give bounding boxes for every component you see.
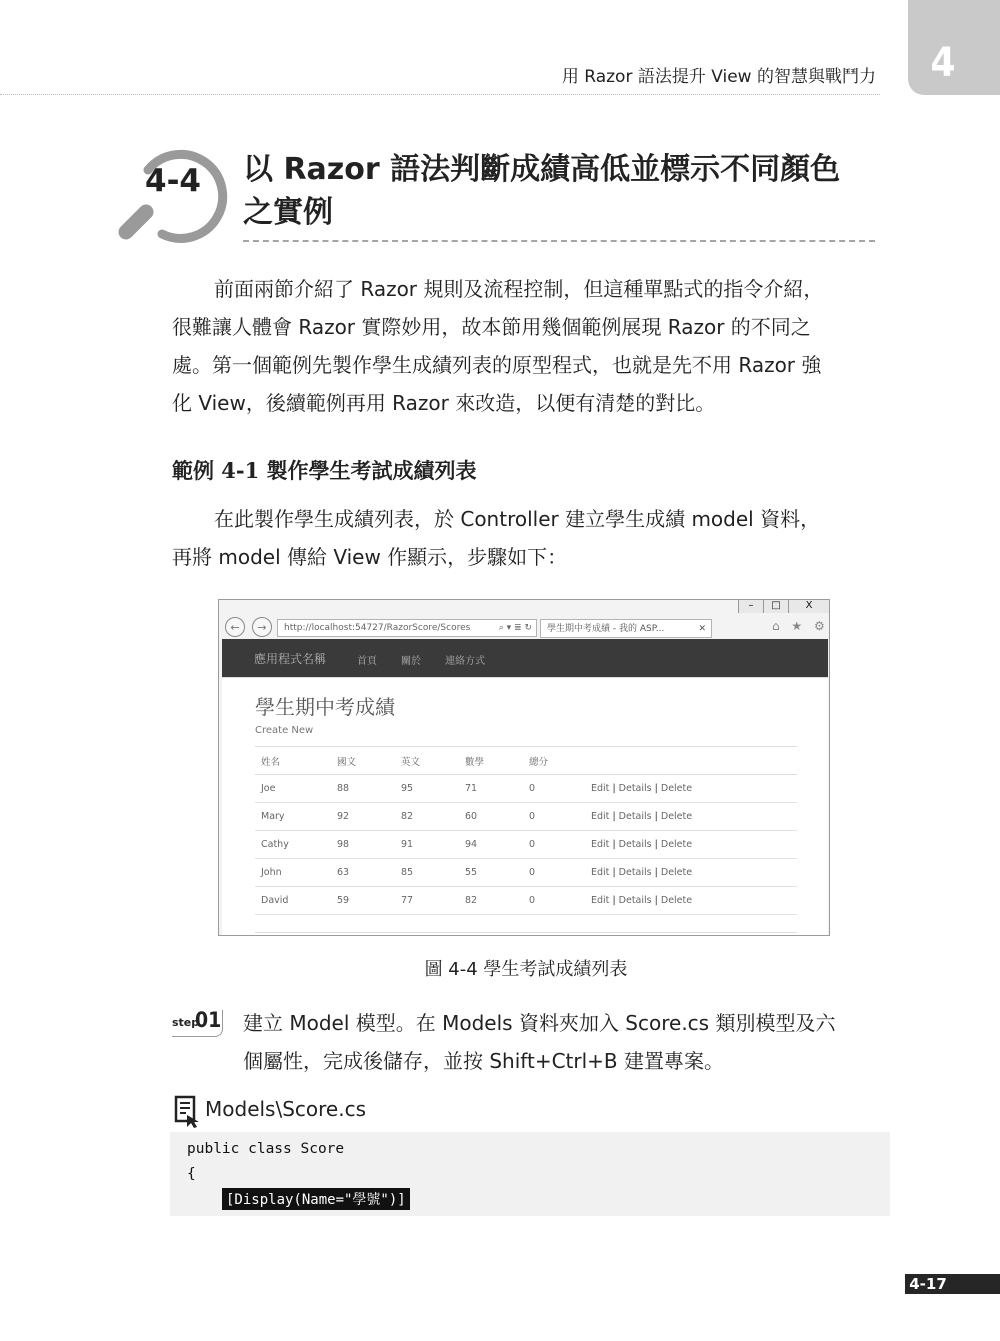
page-heading: 學生期中考成績 [255, 695, 395, 719]
section-number: 4-4 [145, 163, 202, 199]
score-total: 0 [523, 831, 585, 859]
table-row [255, 803, 797, 831]
edit-link[interactable]: Edit [591, 839, 610, 850]
score-chinese: 88 [331, 775, 395, 803]
running-header-title: 用 Razor 語法提升 View 的智慧與戰鬥力 [561, 67, 876, 87]
edit-link[interactable]: Edit [591, 811, 610, 822]
section-title-line1: 以 Razor 語法判斷成績高低並標示不同顏色 [243, 152, 841, 187]
action-separator: | [654, 895, 658, 906]
score-chinese: 92 [331, 803, 395, 831]
intro-line: 前面兩節介紹了 Razor 規則及流程控制，但這種單點式的指令介紹， [214, 277, 824, 301]
score-total: 0 [523, 887, 585, 915]
table-row [255, 775, 797, 803]
action-separator: | [612, 783, 616, 794]
create-new-link[interactable]: Create New [255, 725, 314, 736]
action-separator: | [612, 811, 616, 822]
table-row [255, 831, 797, 859]
score-total: 0 [523, 859, 585, 887]
chapter-number: 4 [930, 40, 956, 86]
window-controls [738, 600, 829, 614]
browser-tab[interactable] [540, 619, 712, 638]
file-path-label: Models\Score.cs [205, 1097, 366, 1121]
back-arrow-icon[interactable]: ← [225, 617, 245, 637]
nav-link-about[interactable]: 關於 [401, 656, 421, 667]
browser-toolbar-icons[interactable]: ⌂ ★ ⚙ [772, 619, 829, 633]
file-code-icon [173, 1095, 203, 1129]
app-navbar [222, 639, 828, 677]
action-separator: | [654, 839, 658, 850]
example-title: 範例 4-1 製作學生考試成績列表 [172, 458, 477, 483]
code-block [170, 1132, 890, 1216]
delete-link[interactable]: Delete [660, 783, 693, 794]
code-line: { [187, 1166, 196, 1182]
app-brand-link[interactable]: 應用程式名稱 [254, 652, 327, 666]
edit-link[interactable]: Edit [591, 895, 610, 906]
action-separator: | [654, 811, 658, 822]
column-header: 英文 [395, 747, 459, 775]
student-name: Cathy [255, 831, 331, 859]
action-separator: | [612, 895, 616, 906]
code-line-highlighted: [Display(Name="學號")] [222, 1188, 410, 1210]
scores-table [255, 746, 797, 915]
edit-link[interactable]: Edit [591, 867, 610, 878]
score-chinese: 59 [331, 887, 395, 915]
score-chinese: 63 [331, 859, 395, 887]
score-total: 0 [523, 775, 585, 803]
section-title-line2: 之實例 [243, 195, 333, 230]
student-name: Joe [255, 775, 331, 803]
table-row [255, 887, 797, 915]
code-line: public class Score [187, 1141, 345, 1157]
delete-link[interactable]: Delete [660, 895, 693, 906]
edit-link[interactable]: Edit [591, 783, 610, 794]
delete-link[interactable]: Delete [660, 839, 693, 850]
score-math: 60 [459, 803, 523, 831]
row-actions [585, 887, 797, 915]
example-line: 再將 model 傳給 View 作顯示，步驟如下： [172, 545, 568, 569]
student-name: Mary [255, 803, 331, 831]
minimize-button[interactable]: – [738, 600, 763, 613]
tab-close-icon[interactable]: ✕ [698, 624, 706, 634]
action-separator: | [612, 867, 616, 878]
details-link[interactable]: Details [618, 783, 652, 794]
intro-line: 化 View，後續範例再用 Razor 來改造，以便有清楚的對比。 [172, 391, 716, 415]
intro-line: 很難讓人體會 Razor 實際妙用，故本節用幾個範例展現 Razor 的不同之 [172, 315, 811, 339]
browser-screenshot [218, 599, 830, 936]
step-line: 建立 Model 模型。在 Models 資料夾加入 Score.cs 類別模型及六 [243, 1011, 836, 1035]
action-separator: | [654, 867, 658, 878]
score-math: 55 [459, 859, 523, 887]
step-word: step [172, 1016, 200, 1029]
page-footer-rule [255, 932, 797, 933]
details-link[interactable]: Details [618, 839, 652, 850]
row-actions [585, 775, 797, 803]
details-link[interactable]: Details [618, 811, 652, 822]
row-actions [585, 803, 797, 831]
score-english: 91 [395, 831, 459, 859]
score-math: 71 [459, 775, 523, 803]
delete-link[interactable]: Delete [660, 811, 693, 822]
page-number: 4-17 [909, 1275, 947, 1293]
action-separator: | [654, 783, 658, 794]
step-line: 個屬性，完成後儲存，並按 Shift+Ctrl+B 建置專案。 [243, 1049, 724, 1073]
figure-caption: 圖 4-4 學生考試成績列表 [424, 959, 628, 980]
close-window-button[interactable]: X [788, 600, 829, 613]
maximize-button[interactable]: □ [763, 600, 788, 613]
column-header: 姓名 [255, 747, 331, 775]
address-bar-icons: ⌕ ▾ ≣ ↻ [498, 623, 532, 633]
example-paragraph [172, 500, 884, 576]
column-header: 總分 [523, 747, 585, 775]
section-divider [243, 240, 875, 242]
web-page-content [222, 677, 828, 935]
header-rule [0, 94, 880, 95]
table-header-row [255, 747, 797, 775]
column-header: 國文 [331, 747, 395, 775]
step-text [243, 1004, 893, 1080]
address-bar[interactable] [277, 619, 537, 637]
delete-link[interactable]: Delete [660, 867, 693, 878]
details-link[interactable]: Details [618, 867, 652, 878]
nav-link-home[interactable]: 首頁 [357, 656, 377, 667]
column-header: 數學 [459, 747, 523, 775]
step-number: 01 [195, 1008, 222, 1032]
table-row [255, 859, 797, 887]
example-line: 在此製作學生成績列表，於 Controller 建立學生成績 model 資料， [214, 507, 821, 531]
nav-link-contact[interactable]: 連絡方式 [445, 656, 485, 667]
details-link[interactable]: Details [618, 895, 652, 906]
score-english: 95 [395, 775, 459, 803]
section-title [243, 148, 883, 234]
action-separator: | [612, 839, 616, 850]
forward-arrow-icon[interactable]: → [252, 617, 272, 637]
score-total: 0 [523, 803, 585, 831]
score-math: 82 [459, 887, 523, 915]
browser-tab-title: 學生期中考成績 - 我的 ASP... [547, 624, 665, 634]
column-header-actions [585, 747, 797, 775]
score-math: 94 [459, 831, 523, 859]
student-name: David [255, 887, 331, 915]
intro-paragraph [172, 270, 884, 422]
score-english: 85 [395, 859, 459, 887]
score-chinese: 98 [331, 831, 395, 859]
student-name: John [255, 859, 331, 887]
address-url: http://localhost:54727/RazorScore/Scores [284, 623, 471, 633]
row-actions [585, 859, 797, 887]
score-english: 82 [395, 803, 459, 831]
intro-line: 處。第一個範例先製作學生成績列表的原型程式，也就是先不用 Razor 強 [172, 353, 822, 377]
row-actions [585, 831, 797, 859]
score-english: 77 [395, 887, 459, 915]
